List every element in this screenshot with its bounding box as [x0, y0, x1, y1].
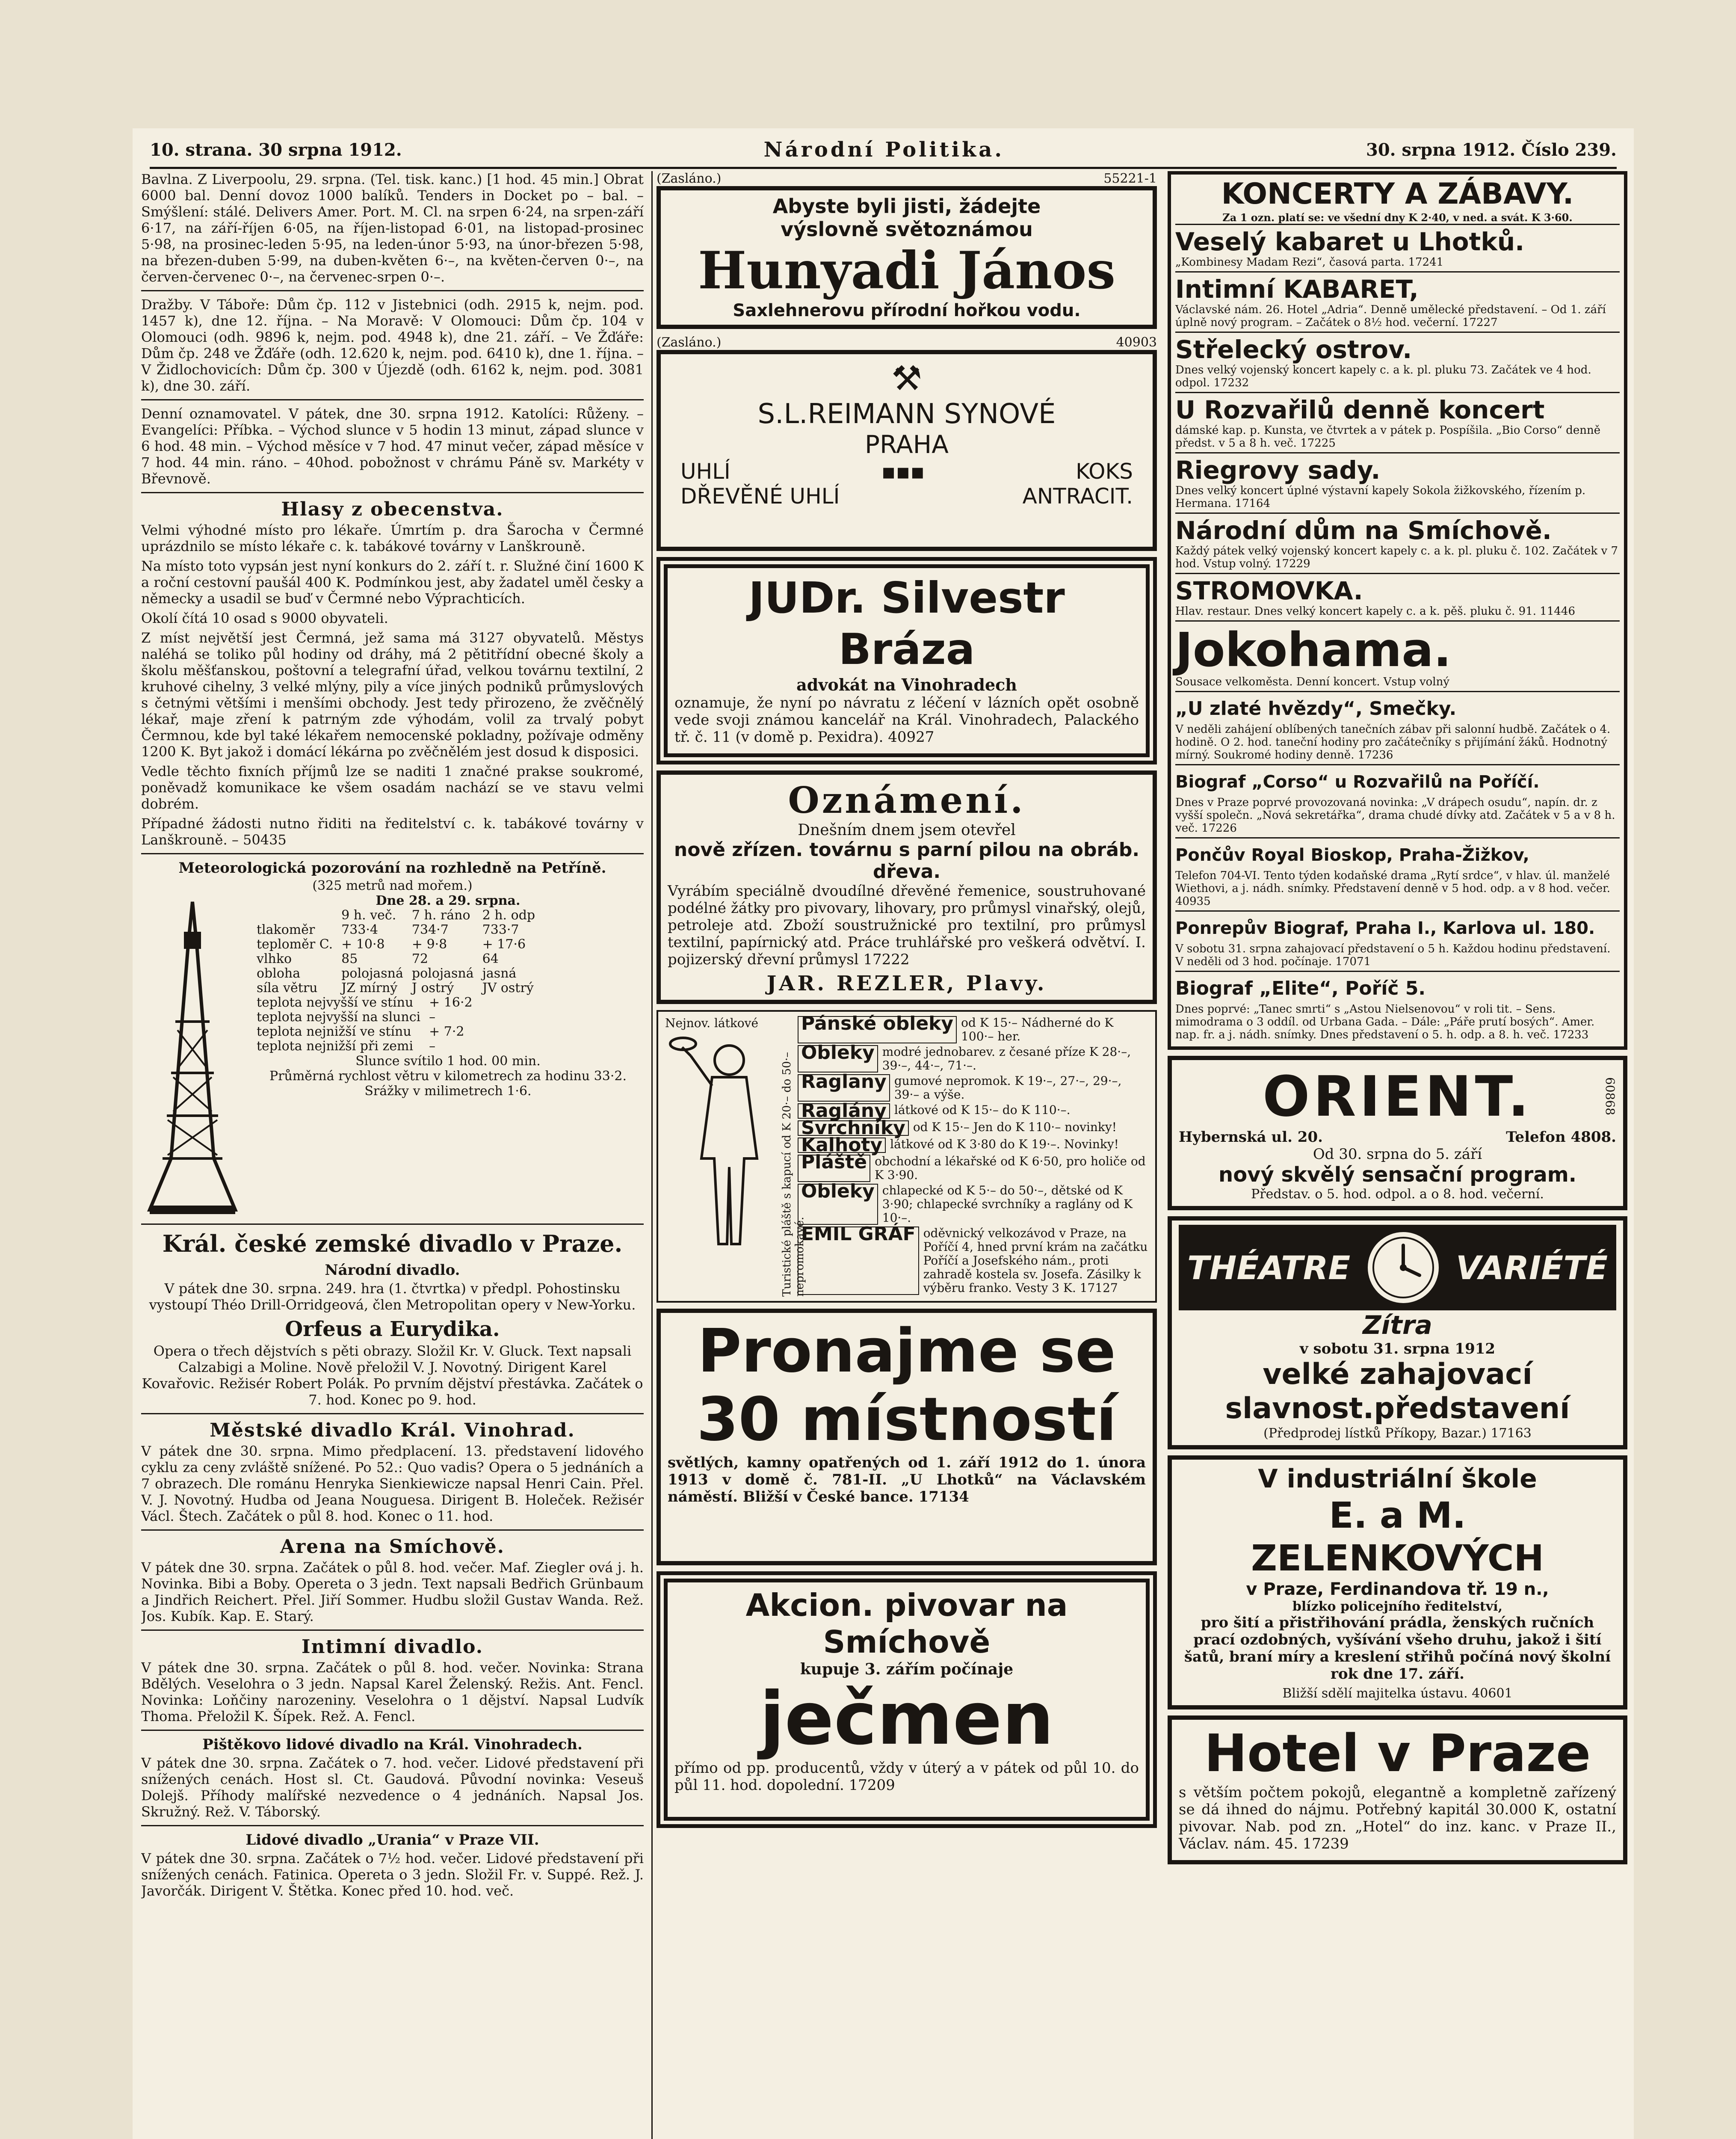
- met-row-label: vlhko: [257, 951, 292, 966]
- graf-item-text: od K 15·– Jen do K 110·– novinky!: [913, 1120, 1117, 1134]
- met-row: [252, 923, 539, 937]
- issue-date-number: 30. srpna 1912. Číslo 239.: [1366, 139, 1617, 160]
- listing-title: Pončův Royal Bioskop, Praha-Žižkov,: [1175, 845, 1529, 865]
- graf-item-text: od K 15·– Nádherné do K 100·– her.: [961, 1016, 1114, 1043]
- listing-text: Dnes v Praze poprvé provozovaná novinka: „V drápech osudu“, napín. dr. z vyšší společn. „Nová sekretářka“, drama chudé dívky atd. Začátek v 5 a v 8 h. več. 17226: [1175, 796, 1615, 835]
- listing-text: Dnes velký vojenský koncert kapely c. a k. pl. pluku 73. Začátek ve 4 hod. odpol. 17232: [1175, 364, 1591, 389]
- braza-name: JUDr. Silvestr Bráza: [748, 573, 1065, 674]
- reimann-row: [668, 459, 1146, 484]
- listing-entry: [1175, 692, 1620, 765]
- listing-text: V sobotu 31. srpna zahajovací představení o 5 h. Každou hodinu představení. V neděli od 3 hod. počínaje. 17071: [1175, 942, 1611, 968]
- koncerty-subtitle: Za 1 ozn. platí se: ve všední dny K 2·40, v ned. a svát. K 3·60.: [1175, 211, 1620, 225]
- narodni-divadlo-text: V pátek dne 30. srpna. 249. hra (1. čtvrtka) v předpl. Pohostinsku vystoupí Théo Drill-Orridgeová, člen Metropolitan opery v New-Yorku.: [149, 1280, 636, 1313]
- met-cell: 733·4: [341, 922, 379, 937]
- orient-title: ORIENT.: [1263, 1064, 1532, 1129]
- column-2: [657, 171, 1157, 2139]
- orfeus-text: Opera o třech dějstvích s pěti obrazy. Složil Kr. V. Gluck. Text napsali Calzabigi a Moline. Nově přeložil V. J. Novotný. Dirigent Karel Kovařovic. Režisér Robert Polák. Po prvním dějství přestávka. Začátek o 7. hod. Konec po 9. hod.: [142, 1343, 643, 1408]
- graf-item-text: modré jednobarev. z česané příze K 28·–, 39·–, 44·–, 71·–.: [882, 1045, 1131, 1072]
- met-cell: 734·7: [411, 922, 449, 937]
- hammers-icon: ⚒: [891, 358, 922, 398]
- orient-ad: [1168, 1056, 1627, 1210]
- met-col-header: 7 h. ráno: [411, 908, 470, 923]
- variete-line: velké zahajovací: [1263, 1357, 1532, 1391]
- met-temp-label: teplota nejnižší ve stínu: [257, 1024, 411, 1039]
- graf-item-name: Pláště: [798, 1155, 870, 1182]
- graf-ad: [657, 1010, 1157, 1303]
- listing-title: Biograf „Elite“, Poříč 5.: [1175, 978, 1426, 999]
- met-cell: jasná: [482, 966, 517, 981]
- column-3: [1168, 171, 1627, 2139]
- graf-illustration: [665, 1016, 806, 1297]
- met-cell: + 9·8: [411, 937, 447, 952]
- hlasy-paragraph: Velmi výhodné místo pro lékaře. Úmrtím p. dra Šarocha v Čermné uprázdnilo se místo lékaře c. k. tabákové továrny v Lanškrouně.: [141, 522, 644, 554]
- graf-list: [798, 1013, 1148, 1297]
- graf-item-text: gumové nepromok. K 19·–, 27·–, 29·–, 39·– a výše.: [894, 1074, 1122, 1102]
- met-date: Dne 28. a 29. srpna.: [376, 893, 521, 908]
- hlasy-paragraph: Vedle těchto fixních příjmů lze se naditi 1 značné prakse soukromé, poněvadž komunikace ke všem osadám nachází se ve stavu velmi dobrém.: [141, 763, 644, 812]
- met-row-label: síla větru: [257, 981, 318, 995]
- variete-zitra: Zítra: [1363, 1310, 1432, 1340]
- met-temp-value: + 7·2: [429, 1024, 464, 1039]
- pivovar-product: ječmen: [760, 1677, 1054, 1761]
- divider: [141, 1730, 644, 1731]
- graf-item-text: látkové od K 3·80 do K 19·–. Novinky!: [890, 1137, 1119, 1151]
- vinohrady-title: Městské divadlo Král. Vinohrad.: [210, 1419, 575, 1441]
- divider: [141, 853, 644, 854]
- graf-item: [798, 1071, 1148, 1102]
- reimann-ad: [657, 350, 1157, 551]
- hlasy-paragraph: Na místo toto vypsán jest nyní konkurs do 2. září t. r. Služné činí 1600 K a roční cestovní paušál 400 K. Podmínkou jest, aby žadatel uměl česky a německy a usadil se buď v Čermné nebo Výprachticích.: [141, 558, 644, 607]
- reimann-name: S.L.REIMANN SYNOVÉ: [757, 398, 1056, 430]
- listing-text: Hlav. restaur. Dnes velký koncert kapely c. a k. pěš. pluku č. 91. 11446: [1175, 605, 1575, 618]
- met-cell: + 17·6: [482, 937, 526, 952]
- skola-foot: Bližší sdělí majitelka ústavu. 40601: [1282, 1686, 1513, 1701]
- variete-banner: [1179, 1225, 1616, 1310]
- masthead: Národní Politika.: [763, 138, 1005, 162]
- orient-times: Představ. o 5. hod. odpol. a o 8. hod. večerní.: [1251, 1187, 1544, 1202]
- intimni-text: V pátek dne 30. srpna. Začátek o půl 8. hod. večer. Novinka: Strana Bdělých. Veselohra o 3 jedn. Napsal Karel Želenský. Režis. Ant. Fencl. Novinka: Loňčiny narozeniny. Veselohra o 1 dějství. Napsal Ludvík Thoma. Přeložil K. Šípek. Rež. A. Fencl.: [141, 1659, 644, 1724]
- arena-title: Arena na Smíchově.: [280, 1536, 505, 1558]
- petrin-tower-icon: [141, 893, 244, 1218]
- variete-foot: (Předprodej lístků Příkopy, Bazar.) 17163: [1263, 1426, 1532, 1441]
- skola-ad: [1168, 1455, 1627, 1709]
- listing-entry: [1175, 765, 1620, 838]
- braza-subtitle: advokát na Vinohradech: [796, 675, 1017, 694]
- listing-title: Biograf „Corso“ u Rozvařilů na Poříčí.: [1175, 772, 1540, 792]
- met-cell: JZ mírný: [341, 981, 398, 995]
- divider: [141, 1413, 644, 1414]
- listing-title: Riegrovy sady.: [1175, 456, 1381, 485]
- listing-text: Každý pátek velký vojenský koncert kapely c. a k. pl. pluku č. 102. Začátek v 7 hod. Vstup volný. 17229: [1175, 545, 1618, 570]
- zaslano-line: [657, 171, 1157, 186]
- oznameni-text: Vyrábím speciálně dvoudílné dřevěné řemenice, soustruhované podélné žátky pro pivovary, lihovary, pro průmysl vinařský, olejů, petroleje atd. Zboží soustružnické pro textilní, pro průmysl textilní, papírnický atd. Práce truhlářské pro veškerá odvětví. I. pojizerský dřevní průmysl 17222: [668, 883, 1146, 968]
- graf-item-text: obchodní a lékařské od K 6·50, pro holiče od K 3·90.: [875, 1154, 1146, 1182]
- met-cell: 64: [482, 951, 499, 966]
- met-row: [252, 966, 539, 981]
- skola-text: pro šití a přistřihování prádla, ženských ručních prací ozdobných, vyšívání všeho druhu, jakož i šití šatů, braní míry a kreslení střihů počíná nový školní rok dne 17. září.: [1184, 1614, 1611, 1683]
- met-row: [252, 952, 539, 966]
- graf-head: Nejnov. látkové: [665, 1016, 759, 1030]
- divider: [141, 1224, 644, 1225]
- met-row-label: obloha: [257, 966, 301, 981]
- listing-entry: [1175, 912, 1620, 972]
- pivovar-subtitle: kupuje 3. zářím počínaje: [800, 1660, 1014, 1678]
- graf-item: [798, 1013, 1148, 1043]
- met-cell: 72: [411, 951, 429, 966]
- pronajme-title: 30 místností: [697, 1385, 1117, 1455]
- pivovar-text: přímo od pp. producentů, vždy v úterý a v pátek od půl 10. do půl 11. hod. dopolední. 17209: [674, 1760, 1139, 1794]
- met-header-row: [252, 908, 539, 923]
- graf-item-name: Obleky: [798, 1184, 878, 1225]
- page-number-date: 10. strana. 30 srpna 1912.: [150, 139, 402, 160]
- met-temp-label: teplota nejvyšší ve stínu: [257, 995, 414, 1010]
- zaslano-label: (Zasláno.): [657, 171, 722, 186]
- hlasy-paragraph: Okolí čítá 10 osad s 9000 obyvateli.: [141, 610, 388, 626]
- oznameni-sign: JAR. REZLER, Plavy.: [766, 972, 1047, 995]
- skola-note: blízko policejního ředitelství,: [1292, 1599, 1503, 1614]
- met-body: [141, 893, 644, 1218]
- oznameni-line: Dnešním dnem jsem otevřel: [798, 821, 1016, 839]
- reimann-item: KOKS: [1076, 459, 1133, 484]
- oznameni-line: nově zřízen. továrnu s parní pilou na obráb. dřeva.: [674, 839, 1140, 883]
- met-temp-row: [252, 1039, 477, 1054]
- pronajme-text: světlých, kamny opatřených od 1. září 1912 do 1. února 1913 v domě č. 781-II. „U Lhotků“ na Václavském náměstí. Bližší v České bance. 17134: [668, 1454, 1146, 1505]
- hunyadi-line: Abyste byli jisti, žádejte: [772, 195, 1041, 218]
- met-temp-row: [252, 1025, 477, 1039]
- column-1: [141, 171, 653, 2139]
- listing-title: U Rozvařilů denně koncert: [1175, 395, 1545, 424]
- braza-ad: [657, 557, 1157, 764]
- met-data: [244, 893, 644, 1218]
- met-table: [252, 908, 539, 995]
- graf-item: [798, 1180, 1148, 1225]
- graf-item-name: Kalhoty: [798, 1138, 886, 1153]
- graf-item-text: chlapecké od K 5·– do 50·–, dětské od K 3·90; chlapecké svrchníky a raglány od K 10·–.: [882, 1183, 1133, 1225]
- hotel-text: s větším počtem pokojů, elegantně a kompletně zařízený se dá ihned do nájmu. Potřebný kapitál 30.000 K, ostatní pivovar. Nab. pod zn. „Hotel“ do inz. kanc. v Praze II., Václav. nám. 45. 17239: [1179, 1784, 1616, 1852]
- met-cell: JV ostrý: [482, 981, 534, 995]
- listing-text: Václavské nám. 26. Hotel „Adria“. Denně umělecké představení. – Od 1. září úplně nový program. – Začátek o 8½ hod. večerní. 17227: [1175, 303, 1606, 329]
- listing-entry: [1175, 972, 1620, 1044]
- variete-ad: [1168, 1216, 1627, 1449]
- koncerty-section: [1168, 171, 1627, 1050]
- meteorology-section: [141, 859, 644, 1218]
- listing-title: Střelecký ostrov.: [1175, 335, 1412, 364]
- graf-item: [798, 1100, 1148, 1122]
- listing-text: „Kombinesy Madam Rezi“, časová parta. 17241: [1175, 256, 1444, 269]
- ad-number: 55221-1: [1103, 171, 1157, 186]
- reimann-item: UHLÍ: [680, 459, 730, 484]
- hunyadi-brand: Hunyadi János: [698, 240, 1115, 301]
- graf-item-text: látkové od K 15·– do K 110·–.: [894, 1103, 1071, 1117]
- listing-title: „U zlaté hvězdy“, Smečky.: [1175, 698, 1457, 720]
- graf-item: [798, 1117, 1148, 1139]
- reimann-item: DŘEVĚNÉ UHLÍ: [680, 484, 840, 509]
- bavlna-report: Bavlna. Z Liverpoolu, 29. srpna. (Tel. tisk. kanc.) [1 hod. 45 min.] Obrat 6000 bal. Denní dovoz 1000 balíků. Tenders in Docket po – bal. – Smýšlení: stálé. Delivers Amer. Port. M. Cl. na srpen 6·24, na srpen-září 6·17, na září-říjen 6·05, na říjen-listopad 6·01, na listopad-prosinec 5·98, na prosinec-leden 5·95, na leden-únor 5·93, na únor-březen 5·98, na březen-duben 5·99, na duben-květen 6·–, na květen-červen 0·–, na červen-červenec 0·–, na červenec-srpen 0·–.: [141, 171, 644, 285]
- urania-text: V pátek dne 30. srpna. Začátek o 7½ hod. večer. Lidové představení při snížených cenách. Fatinica. Opereta o 3 jedn. Složil Fr. v. Suppé. Rež. J. Javorčák. Dirigent V. Štětka. Konec před 10. hod. več.: [141, 1850, 644, 1899]
- graf-item: [798, 1151, 1148, 1182]
- orient-dates: Od 30. srpna do 5. září: [1313, 1146, 1482, 1163]
- orient-street: Hybernská ul. 20.: [1179, 1129, 1323, 1146]
- pistek-text: V pátek dne 30. srpna. Začátek o 7. hod. večer. Lidové představení při snížených cenách. Host sl. Ct. Gaudová. Původní novinka: Veseuš Dolejš. Příhody malířské nezvedence o 4 jednáních. Napsal Jos. Skružný. Rež. V. Táborský.: [141, 1755, 644, 1820]
- listing-entry: [1175, 838, 1620, 912]
- listing-text: Telefon 704-VI. Tento týden kodaňské drama „Rytí srdce“, v hlav. úl. manželé Wiethovi, a j. nádh. snímky. Představení denně v 5 hod. odp. a v 8 hod. večer. 40935: [1175, 869, 1611, 908]
- narodni-divadlo-title: Národní divadlo.: [325, 1262, 460, 1279]
- graf-item: [798, 1134, 1148, 1156]
- clock-icon: [1365, 1229, 1442, 1306]
- listing-text: dámské kap. p. Kunsta, ve čtvrtek a v pátek p. Pospíšila. „Bio Corso“ denně předst. v 5 a 8 h. več. 17225: [1175, 424, 1601, 450]
- orient-side-number: 60868: [1603, 1077, 1617, 1116]
- oznameni-title: Oznámení.: [788, 779, 1026, 821]
- listing-entry: [1175, 393, 1620, 453]
- skola-name: E. a M. ZELENKOVÝCH: [1251, 1494, 1544, 1579]
- rezler-ad: [657, 770, 1157, 1004]
- hlasy-paragraph: Z míst největší jest Čermná, jež sama má 3127 obyvatelů. Městys naléhá se toliko půl hodiny od dráhy, má 2 pětitřídní obecné školy a školu měšťanskou, poštovní a telegrafní úřad, velkou továrnu textilní, 2 kruhové cihelny, 3 velké mlýny, pily a více jiných podniků průmyslových s četnými většími i menšími obchody. Jest tedy přirozeno, že zvěčnělý lékař, maje zření k patrným zde výhodám, volil za trvalý pobyt Čermnou, kde byl také lékařem nemocenské pokladny, požívaje odměny 1200 K. Byt jakož i domácí lékárna po zvěčnělém jest dosud k disposici.: [141, 630, 644, 760]
- graf-side-text: Turistické pláště s kapucí od K 20·– do 50·– nepromokavé.: [781, 1052, 806, 1297]
- listing-entry: [1175, 273, 1620, 333]
- pronajme-title: Pronajme se: [698, 1316, 1116, 1386]
- koncerty-title: KONCERTY A ZÁBAVY.: [1221, 177, 1574, 211]
- listing-title: Veselý kabaret u Lhotků.: [1175, 227, 1525, 256]
- reimann-row: [668, 484, 1146, 509]
- graf-company-name: EMIL GRÁF: [798, 1227, 919, 1295]
- met-subtitle: (325 metrů nad mořem.): [312, 878, 473, 893]
- listing-text: Dnes velký koncert úplné výstavní kapely Sokola žižkovského, řízením p. Hermana. 17164: [1175, 484, 1586, 510]
- met-temp-label: teplota nejvyšší na slunci: [257, 1010, 421, 1025]
- listing-entry: [1175, 453, 1620, 514]
- newspaper-page: [133, 128, 1634, 2139]
- gentleman-figure-icon: [665, 1030, 793, 1253]
- theatre-title: Král. české zemské divadlo v Praze.: [162, 1230, 623, 1257]
- braza-text: oznamuje, že nyní po návratu z léčení v lázních opět osobně vede svoji známou kancelář na Král. Vinohradech, Palackého tř. č. 11 (v domě p. Pexidra). 40927: [674, 694, 1139, 746]
- reimann-item: ANTRACIT.: [1022, 484, 1133, 509]
- orient-address: [1179, 1129, 1616, 1146]
- hunyadi-line: výslovně světoznámou: [781, 218, 1033, 241]
- dots: ▪▪▪: [881, 459, 925, 484]
- graf-item-name: Raglány: [798, 1103, 890, 1119]
- arena-text: V pátek dne 30. srpna. Začátek o půl 8. hod. večer. Maf. Ziegler ová j. h. Novinka. Bibi a Boby. Opereta o 3 jedn. Text napsali Bedřich Grünbaum a Jindřich Reichert. Přel. Jiří Sommer. Hudbu složil Gustav Wanda. Rež. Jos. Kubík. Kap. E. Starý.: [141, 1559, 644, 1624]
- orfeus-title: Orfeus a Eurydika.: [285, 1317, 500, 1341]
- pivovar-title: Akcion. pivovar na Smíchově: [745, 1587, 1068, 1660]
- urania-title: Lidové divadlo „Urania“ v Praze VII.: [245, 1831, 539, 1849]
- variete-line: slavnost.představení: [1225, 1392, 1570, 1425]
- met-temp-row: [252, 995, 477, 1010]
- divider: [141, 1529, 644, 1531]
- listing-title: Intimní KABARET,: [1175, 275, 1419, 304]
- met-sunshine: Slunce svítilo 1 hod. 00 min.: [355, 1054, 541, 1069]
- met-row: [252, 937, 539, 952]
- graf-item: [798, 1042, 1148, 1072]
- skola-line: V industriální škole: [1258, 1464, 1537, 1494]
- listing-entry: [1175, 622, 1620, 692]
- hlasy-title: Hlasy z obecenstva.: [281, 498, 504, 520]
- hotel-title: Hotel v Praze: [1204, 1724, 1591, 1783]
- divider: [141, 399, 644, 400]
- met-col-header: 9 h. več.: [341, 908, 396, 923]
- intimni-title: Intimní divadlo.: [301, 1636, 484, 1658]
- graf-company-text: oděvnický velkozávod v Praze, na Poříčí 4, hned první krám na začátku Poříčí a Josefského nám., proti zahradě kostela sv. Josefa. Zásilky k výběru franko. Vesty 3 K. 17127: [923, 1226, 1148, 1295]
- page-header: [150, 133, 1617, 169]
- divider: [141, 1629, 644, 1631]
- variete-right: VARIÉTÉ: [1456, 1248, 1608, 1287]
- hunyadi-ad: [657, 186, 1157, 329]
- graf-item-name: Raglany: [798, 1074, 890, 1102]
- met-row-label: tlakoměr: [257, 922, 315, 937]
- reimann-city: PRAHA: [865, 430, 949, 459]
- met-temp-label: teplota nejnižší při zemi: [257, 1039, 414, 1054]
- met-rain: Srážky v milimetrech 1·6.: [364, 1084, 532, 1099]
- skola-address: v Praze, Ferdinandova tř. 19 n.,: [1246, 1579, 1549, 1599]
- met-title: Meteorologická pozorování na rozhledně na Petříně.: [178, 859, 606, 877]
- hunyadi-line: Saxlehnerovu přírodní hořkou vodu.: [733, 301, 1081, 320]
- divider: [141, 1825, 644, 1826]
- met-cell: 85: [341, 951, 358, 966]
- pronajme-ad: [657, 1309, 1157, 1565]
- pistek-title: Pištěkovo lidové divadlo na Král. Vinohradech.: [202, 1736, 583, 1753]
- met-temp-value: –: [429, 1010, 436, 1025]
- met-temps-table: [252, 995, 477, 1054]
- listing-title: Ponrepův Biograf, Praha I., Karlova ul. 180.: [1175, 918, 1595, 938]
- met-temp-value: –: [429, 1039, 436, 1054]
- met-cell: polojasná: [341, 966, 403, 981]
- hotel-ad: [1168, 1715, 1627, 1864]
- listing-title: Národní dům na Smíchově.: [1175, 516, 1552, 545]
- graf-body: [665, 1013, 1148, 1297]
- listing-text: Sousace velkoměsta. Denní koncert. Vstup volný: [1175, 675, 1450, 688]
- hlasy-paragraph: Případné žádosti nutno řiditi na ředitelství c. k. tabákové továrny v Lanškrouně. – 50435: [141, 815, 644, 848]
- met-cell: 733·7: [482, 922, 519, 937]
- listing-entry: [1175, 225, 1620, 273]
- variete-date: v sobotu 31. srpna 1912: [1299, 1340, 1496, 1357]
- orient-phone: Telefon 4808.: [1506, 1129, 1616, 1146]
- zaslano-label: (Zasláno.): [657, 335, 722, 350]
- pivovar-ad: [657, 1571, 1157, 1828]
- ad-number: 40903: [1116, 335, 1157, 350]
- divider: [141, 492, 644, 493]
- orient-program: nový skvělý sensační program.: [1218, 1163, 1576, 1187]
- graf-item-name: Svrchníky: [798, 1120, 909, 1136]
- graf-item-name: Pánské obleky: [798, 1016, 957, 1043]
- denni-oznamovatel: Denní oznamovatel. V pátek, dne 30. srpna 1912. Katolíci: Růženy. – Evangelíci: Příbka. – Východ slunce v 5 hodin 13 minut, západ slunce v 6 hod. 48 min. – Východ měsíce v 7 hod. 47 minut večer, západ měsíce v 7 hod. 44 min. ráno. – 40hod. pobožnost v chrámu Páně sv. Markéty v Břevnově.: [141, 406, 644, 487]
- listing-title: Jokohama.: [1175, 622, 1452, 677]
- listing-entry: [1175, 514, 1620, 574]
- variete-left: THÉATRE: [1187, 1248, 1351, 1287]
- drazby-report: Dražby. V Táboře: Dům čp. 112 v Jistebnici (odh. 2915 k, nejm. pod. 1457 k), dne 12. října. – Na Moravě: V Olomouci: Dům čp. 104 v Olomouci (odh. 9896 k, nejm. pod. 4948 k), dne 21. září. – Ve Žďáře: Dům čp. 248 ve Žďáře (odh. 12.620 k, nejm. pod. 6410 k), dne 1. října. – V Židlochovicích: Dům čp. 300 v Újezdě (odh. 6162 k, nejm. pod. 3081 k), dne 30. září.: [141, 296, 644, 394]
- met-temp-value: + 16·2: [429, 995, 473, 1010]
- listing-title: STROMOVKA.: [1175, 576, 1363, 605]
- met-cell: J ostrý: [411, 981, 454, 995]
- met-row: [252, 981, 539, 995]
- met-temp-row: [252, 1010, 477, 1025]
- divider: [141, 290, 644, 291]
- listing-text: V neděli zahájení oblíbených tanečních zábav při salonní hudbě. Začátek o 4. hodině. O 2. hod. taneční hodiny pro začátečníky s přijímání žáků. Hodnotný mírný. Soukromé hodiny denně. 17236: [1175, 723, 1611, 761]
- met-cell: + 10·8: [341, 937, 385, 952]
- met-row-label: teploměr C.: [257, 937, 333, 952]
- vinohrady-text: V pátek dne 30. srpna. Mimo předplacení. 13. představení lidového cyklu za ceny zvláště snížené. Po 52.: Quo vadis? Opera o 5 jednáních a 7 obrazech. Dle románu Henryka Sienkiewicze napsal Henri Cain. Přel. V. J. Novotný. Hudba od Jeana Nouguesa. Dirigent B. Holeček. Režisér Václ. Štech. Začátek o půl 8. hod. Konec o 11. hod.: [141, 1443, 644, 1524]
- graf-item: [798, 1223, 1148, 1295]
- listing-entry: [1175, 574, 1620, 622]
- zaslano-line: [657, 335, 1157, 350]
- met-wind: Průměrná rychlost větru v kilometrech za hodinu 33·2.: [269, 1069, 627, 1084]
- met-col-header: 2 h. odp: [482, 908, 535, 923]
- listing-entry: [1175, 333, 1620, 393]
- graf-item-name: Obleky: [798, 1045, 878, 1072]
- met-cell: polojasná: [411, 966, 474, 981]
- listing-text: Dnes poprvé: „Tanec smrti“ s „Astou Nielsenovou“ v roli tit. – Sens. mimodrama o 3 oddíl. od Urbana Gada. – Dále: „Páře prutí bosých“. Amer. nap. fr. a j. nádh. snímky. Dnes představení o 5. h. odp. a 8. h. več. 17233: [1175, 1003, 1595, 1041]
